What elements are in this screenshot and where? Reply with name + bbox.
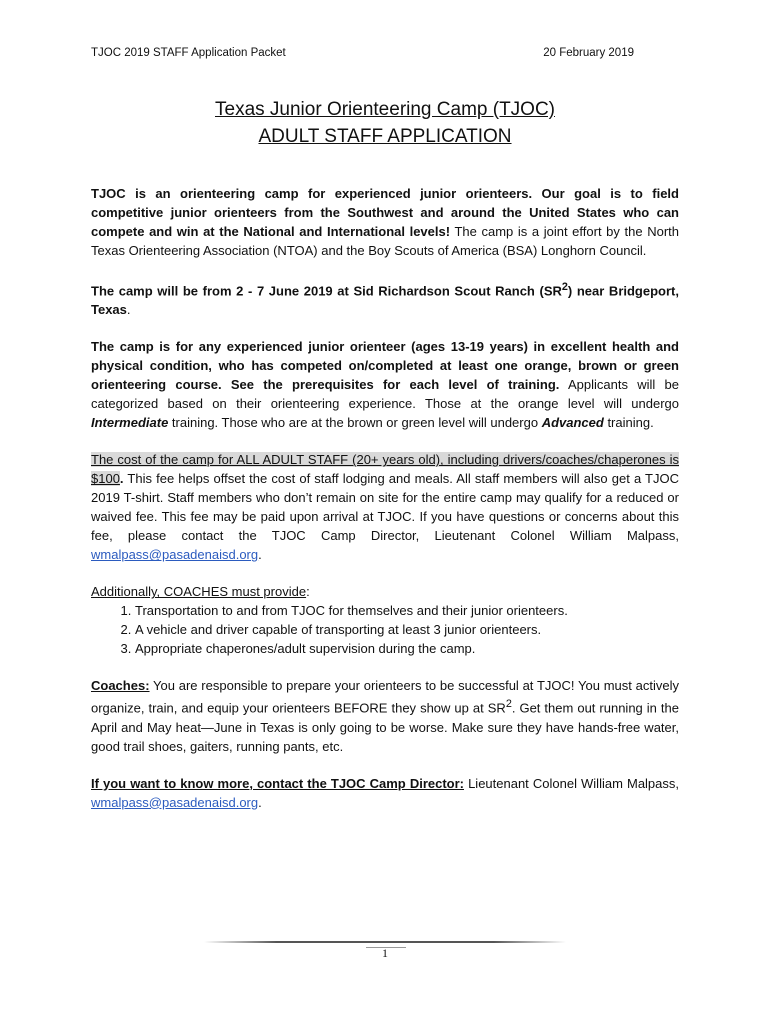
contact-end: . [258, 794, 262, 810]
intro-bold: TJOC is an orienteering camp for experienced junior orienteers. Our goal is to field competitive junior orienteers from the Southwest and around the United States who can compete and win at the National and International levels! [91, 186, 679, 239]
cost-rest: This fee helps offset the cost of staff lodging and meals. All staff members will also get a TJOC 2019 T-shirt. Staff members who don’t remain on site for the entire camp may qualify for a reduced or waived fee. This fee may be paid upon arrival at TJOC. If you have questions or concerns about this fee, please contact the TJOC Camp Director, Lieutenant Colonel William Malpass, [91, 471, 679, 544]
title-line-2: ADULT STAFF APPLICATION [258, 126, 512, 147]
list-item: 1. Transportation to and from TJOC for themselves and their junior orienteers. [135, 601, 679, 620]
coaches-requirements [91, 582, 679, 658]
document-title [0, 96, 770, 150]
cost-paragraph [91, 450, 679, 564]
document-body [91, 184, 679, 830]
coaches-heading-text: Additionally, COACHES must provide [91, 584, 307, 600]
coaches-superscript: 2 [505, 698, 512, 711]
footer-rule [204, 941, 566, 943]
intro-rest: The camp is a joint effort by the North Texas Orienteering Association (NTOA) and the Boy Scouts of America (BSA) Longhorn Council. [91, 224, 679, 258]
coaches-heading-colon: : [306, 584, 310, 600]
eligibility-rest-3: training. [603, 415, 654, 431]
contact-paragraph [91, 774, 679, 812]
dates-period: . [126, 302, 131, 318]
cost-highlight: The cost of the camp for ALL ADULT STAFF (20+ years old), including drivers/coaches/chaperones is $100 [91, 452, 679, 487]
contact-email-link[interactable]: wmalpass@pasadenaisd.org [91, 794, 259, 810]
page-number: 1 [382, 946, 388, 960]
eligibility-rest-2: training. Those who are at the brown or green level will undergo [168, 415, 542, 431]
coaches-heading [91, 582, 679, 601]
contact-label: If you want to know more, contact the TJOC Camp Director: [91, 775, 464, 791]
coaches-list [91, 601, 679, 658]
contact-rest: Lieutenant Colonel William Malpass, [464, 775, 680, 791]
dates-paragraph [91, 278, 679, 319]
intro-paragraph [91, 184, 679, 260]
coaches-text-1: You are responsible to prepare your orienteers to be successful at TJOC! You must actively organize, train, and equip your orienteers BEFORE they show up at SR [91, 678, 679, 716]
header-date: 20 February 2019 [543, 47, 634, 59]
coaches-label: Coaches: [91, 678, 150, 694]
list-item: 3. Appropriate chaperones/adult supervision during the camp. [135, 639, 679, 658]
intermediate-label: Intermediate [91, 415, 169, 431]
coaches-text-2: . Get them out running in the April and May heat—June in Texas is only going to be worse. Make sure they have hands-free water, good trail shoes, gaiters, running pants, etc. [91, 700, 679, 754]
cost-period: . [119, 471, 124, 487]
header-left-text: TJOC 2019 STAFF Application Packet [91, 47, 286, 59]
list-item: 2. A vehicle and driver capable of transporting at least 3 junior orienteers. [135, 620, 679, 639]
advanced-label: Advanced [541, 415, 604, 431]
dates-text-2: ) near Bridgeport, Texas [91, 283, 679, 318]
eligibility-paragraph [91, 337, 679, 432]
eligibility-rest-1: Applicants will be categorized based on their orienteering experience. Those at the orange level will undergo [91, 377, 679, 412]
coaches-paragraph [91, 676, 679, 755]
dates-superscript: 2 [561, 281, 568, 293]
director-email-link[interactable]: wmalpass@pasadenaisd.org [91, 547, 259, 563]
eligibility-bold: The camp is for any experienced junior orienteer (ages 13-19 years) in excellent health and physical condition, who has competed on/completed at least one orange, brown or green orienteering course. See the prerequisites for each level of training. [91, 339, 679, 393]
dates-text: The camp will be from 2 - 7 June 2019 at Sid Richardson Scout Ranch (SR [91, 283, 562, 299]
cost-end: . [258, 547, 262, 563]
title-line-1: Texas Junior Orienteering Camp (TJOC) [215, 99, 555, 120]
